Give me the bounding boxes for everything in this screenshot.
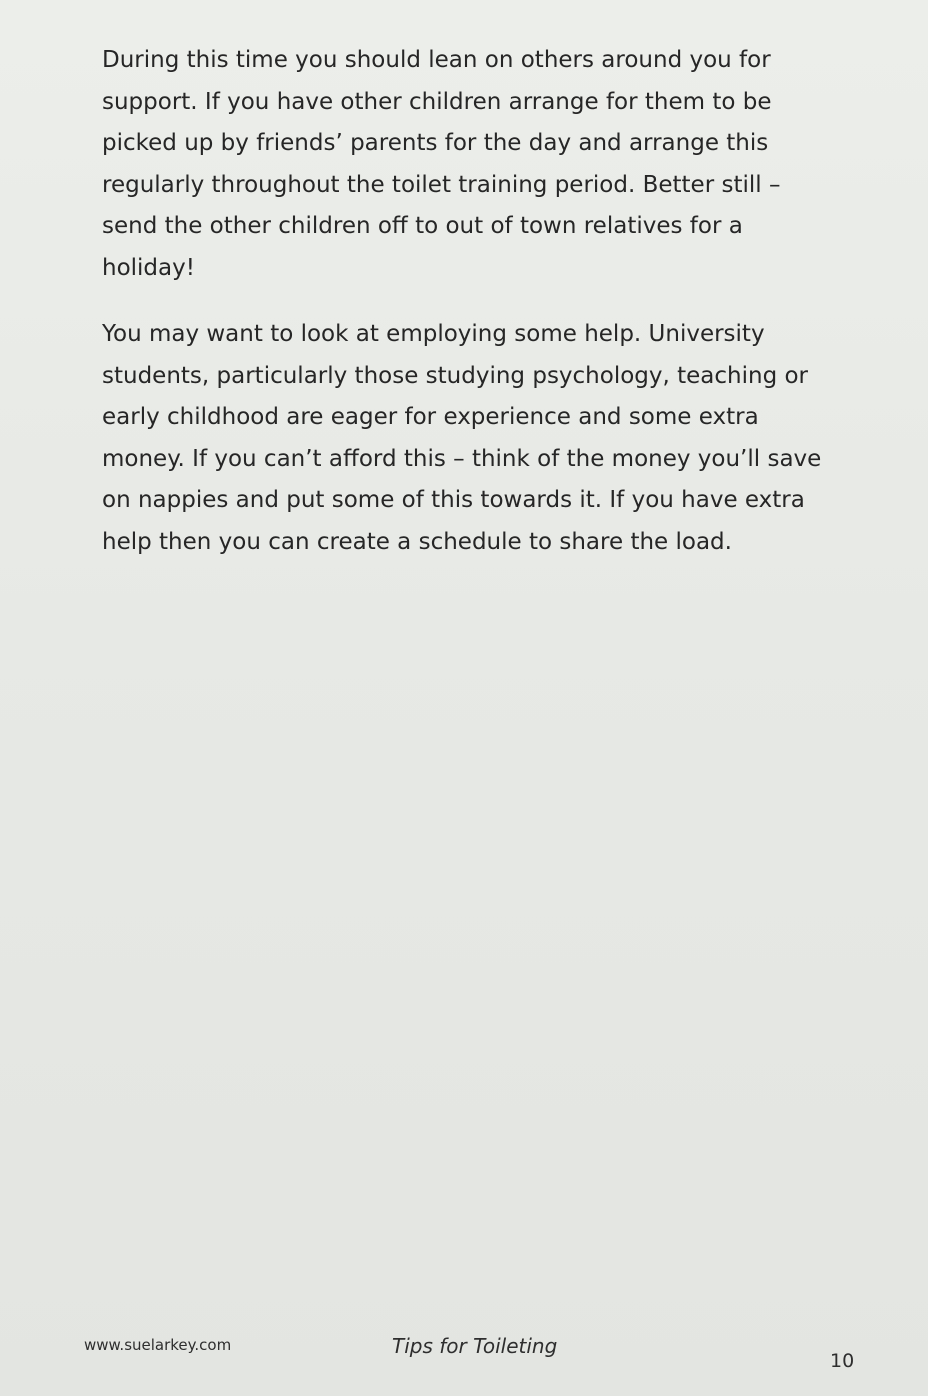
text-line: on nappies and put some of this towards it. If you have extra [102,487,805,513]
footer-book-title: Tips for Toileting [392,1334,558,1358]
text-line: money. If you can’t afford this – think of the money you’ll save [102,445,822,472]
text-line: students, particularly those studying psychology, teaching or [102,362,809,389]
text-line: You may want to look at employing some help. University [102,321,765,347]
text-line: early childhood are eager for experience and some extra [102,404,759,430]
text-line: picked up by friends’ parents for the day and arrange this [102,130,769,156]
paragraph-2 [102,314,872,563]
paragraph-1 [102,40,872,289]
text-line: During this time you should lean on others around you for [102,47,771,73]
text-line: help then you can create a schedule to share the load. [102,528,732,555]
text-line: send the other children off to out of town relatives for a [102,213,743,239]
text-line: regularly throughout the toilet training period. Better still – [102,171,781,198]
text-line: holiday! [102,254,195,281]
text-line: support. If you have other children arrange for them to be [102,88,772,115]
page-body [102,40,872,588]
footer-website: www.suelarkey.com [84,1336,232,1354]
page-number: 10 [830,1350,855,1372]
